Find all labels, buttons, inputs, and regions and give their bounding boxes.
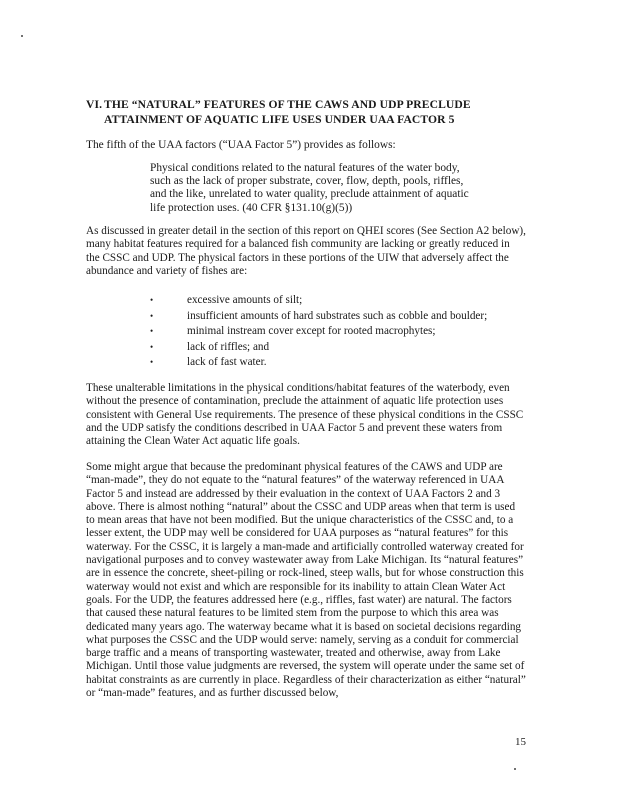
section-heading-line1 <box>86 97 526 112</box>
scan-speck <box>21 35 23 37</box>
intro-sentence: The fifth of the UAA factors (“UAA Factor 5”) provides as follows: <box>86 139 396 151</box>
list-item: • minimal instream cover except for rooted macrophytes; <box>150 324 487 340</box>
list-item: • excessive amounts of silt; <box>150 293 487 309</box>
physical-factors-list <box>150 293 487 371</box>
section-title-line2: ATTAINMENT OF AQUATIC LIFE USES UNDER UAA FACTOR 5 <box>104 113 455 126</box>
bullet-icon: • <box>150 341 154 352</box>
bullet-icon: • <box>150 310 154 321</box>
section-heading <box>86 97 526 127</box>
regulation-quote: Physical conditions related to the natural features of the water body, such as the lack of proper substrate, cover, flow, depth, pools, riffles, and the like, unrelated to water quality, preclude attainment of aquatic life protection uses. (40 CFR §131.10(g)(5)) <box>150 162 469 214</box>
page-number: 15 <box>515 736 526 748</box>
list-item: • lack of fast water. <box>150 355 487 371</box>
section-number: VI. <box>86 98 103 111</box>
list-item: • lack of riffles; and <box>150 340 487 356</box>
paragraph-habitat-features: As discussed in greater detail in the section of this report on QHEI scores (See Section A2 below), many habitat features required for a balanced fish community are lacking or greatly reduced in the CSSC and UDP. The physical factors in these portions of the UIW that adversely affect the abundance and variety of fishes are: <box>86 225 526 277</box>
section-title-line1: THE “NATURAL” FEATURES OF THE CAWS AND UDP PRECLUDE <box>104 98 471 111</box>
bullet-icon: • <box>150 295 154 305</box>
paragraph-unalterable-limitations: These unalterable limitations in the physical conditions/habitat features of the waterbody, even without the presence of contamination, preclude the attainment of aquatic life protection uses consistent with General Use requirements. The presence of these physical conditions in the CSSC and the UDP satisfy the conditions described in UAA Factor 5 and prevent these waters from attaining the Clean Water Act aquatic life goals. <box>86 382 524 448</box>
bullet-icon: • <box>150 326 154 336</box>
list-item: • insufficient amounts of hard substrates such as cobble and boulder; <box>150 309 487 325</box>
scan-speck <box>514 768 516 770</box>
bullet-icon: • <box>150 357 154 367</box>
paragraph-man-made-features: Some might argue that because the predominant physical features of the CAWS and UDP are “man-made”, they do not equate to the “natural features” of the waterway referenced in UAA Factor 5 and instead are addressed by their evaluation in the context of UAA Factors 2 and 3 above. There is almost nothing “natural” about the CSSC and UDP areas when that term is used to mean areas that have not been modified. But the unique characteristics of the CSSC and, to a lesser extent, the UDP may well be considered for UAA purposes as “natural features” for this waterway. For the CSSC, it is largely a man-made and artificially controlled waterway created for navigational purposes and to convey wastewater away from Lake Michigan. Its “natural features” are in essence the concrete, sheet-piling or rock-lined, steep walls, but for whose construction this waterway would not exist and which are responsible for its inability to attain Clean Water Act goals. For the UDP, the features addressed here (e.g., riffles, fast water) are natural. The factors that caused these natural features to be limited stem from the purpose to which this area was dedicated many years ago. The waterway became what it is based on societal decisions regarding what purposes the CSSC and the UDP would serve: namely, serving as a conduit for commercial barge traffic and a means of transporting wastewater, treated and otherwise, away from Lake Michigan. Until those value judgments are reversed, the system will operate under the same set of habitat constraints as are currently in place. Regardless of their characterization as either “natural” or “man-made” features, and as further discussed below, <box>86 461 526 700</box>
